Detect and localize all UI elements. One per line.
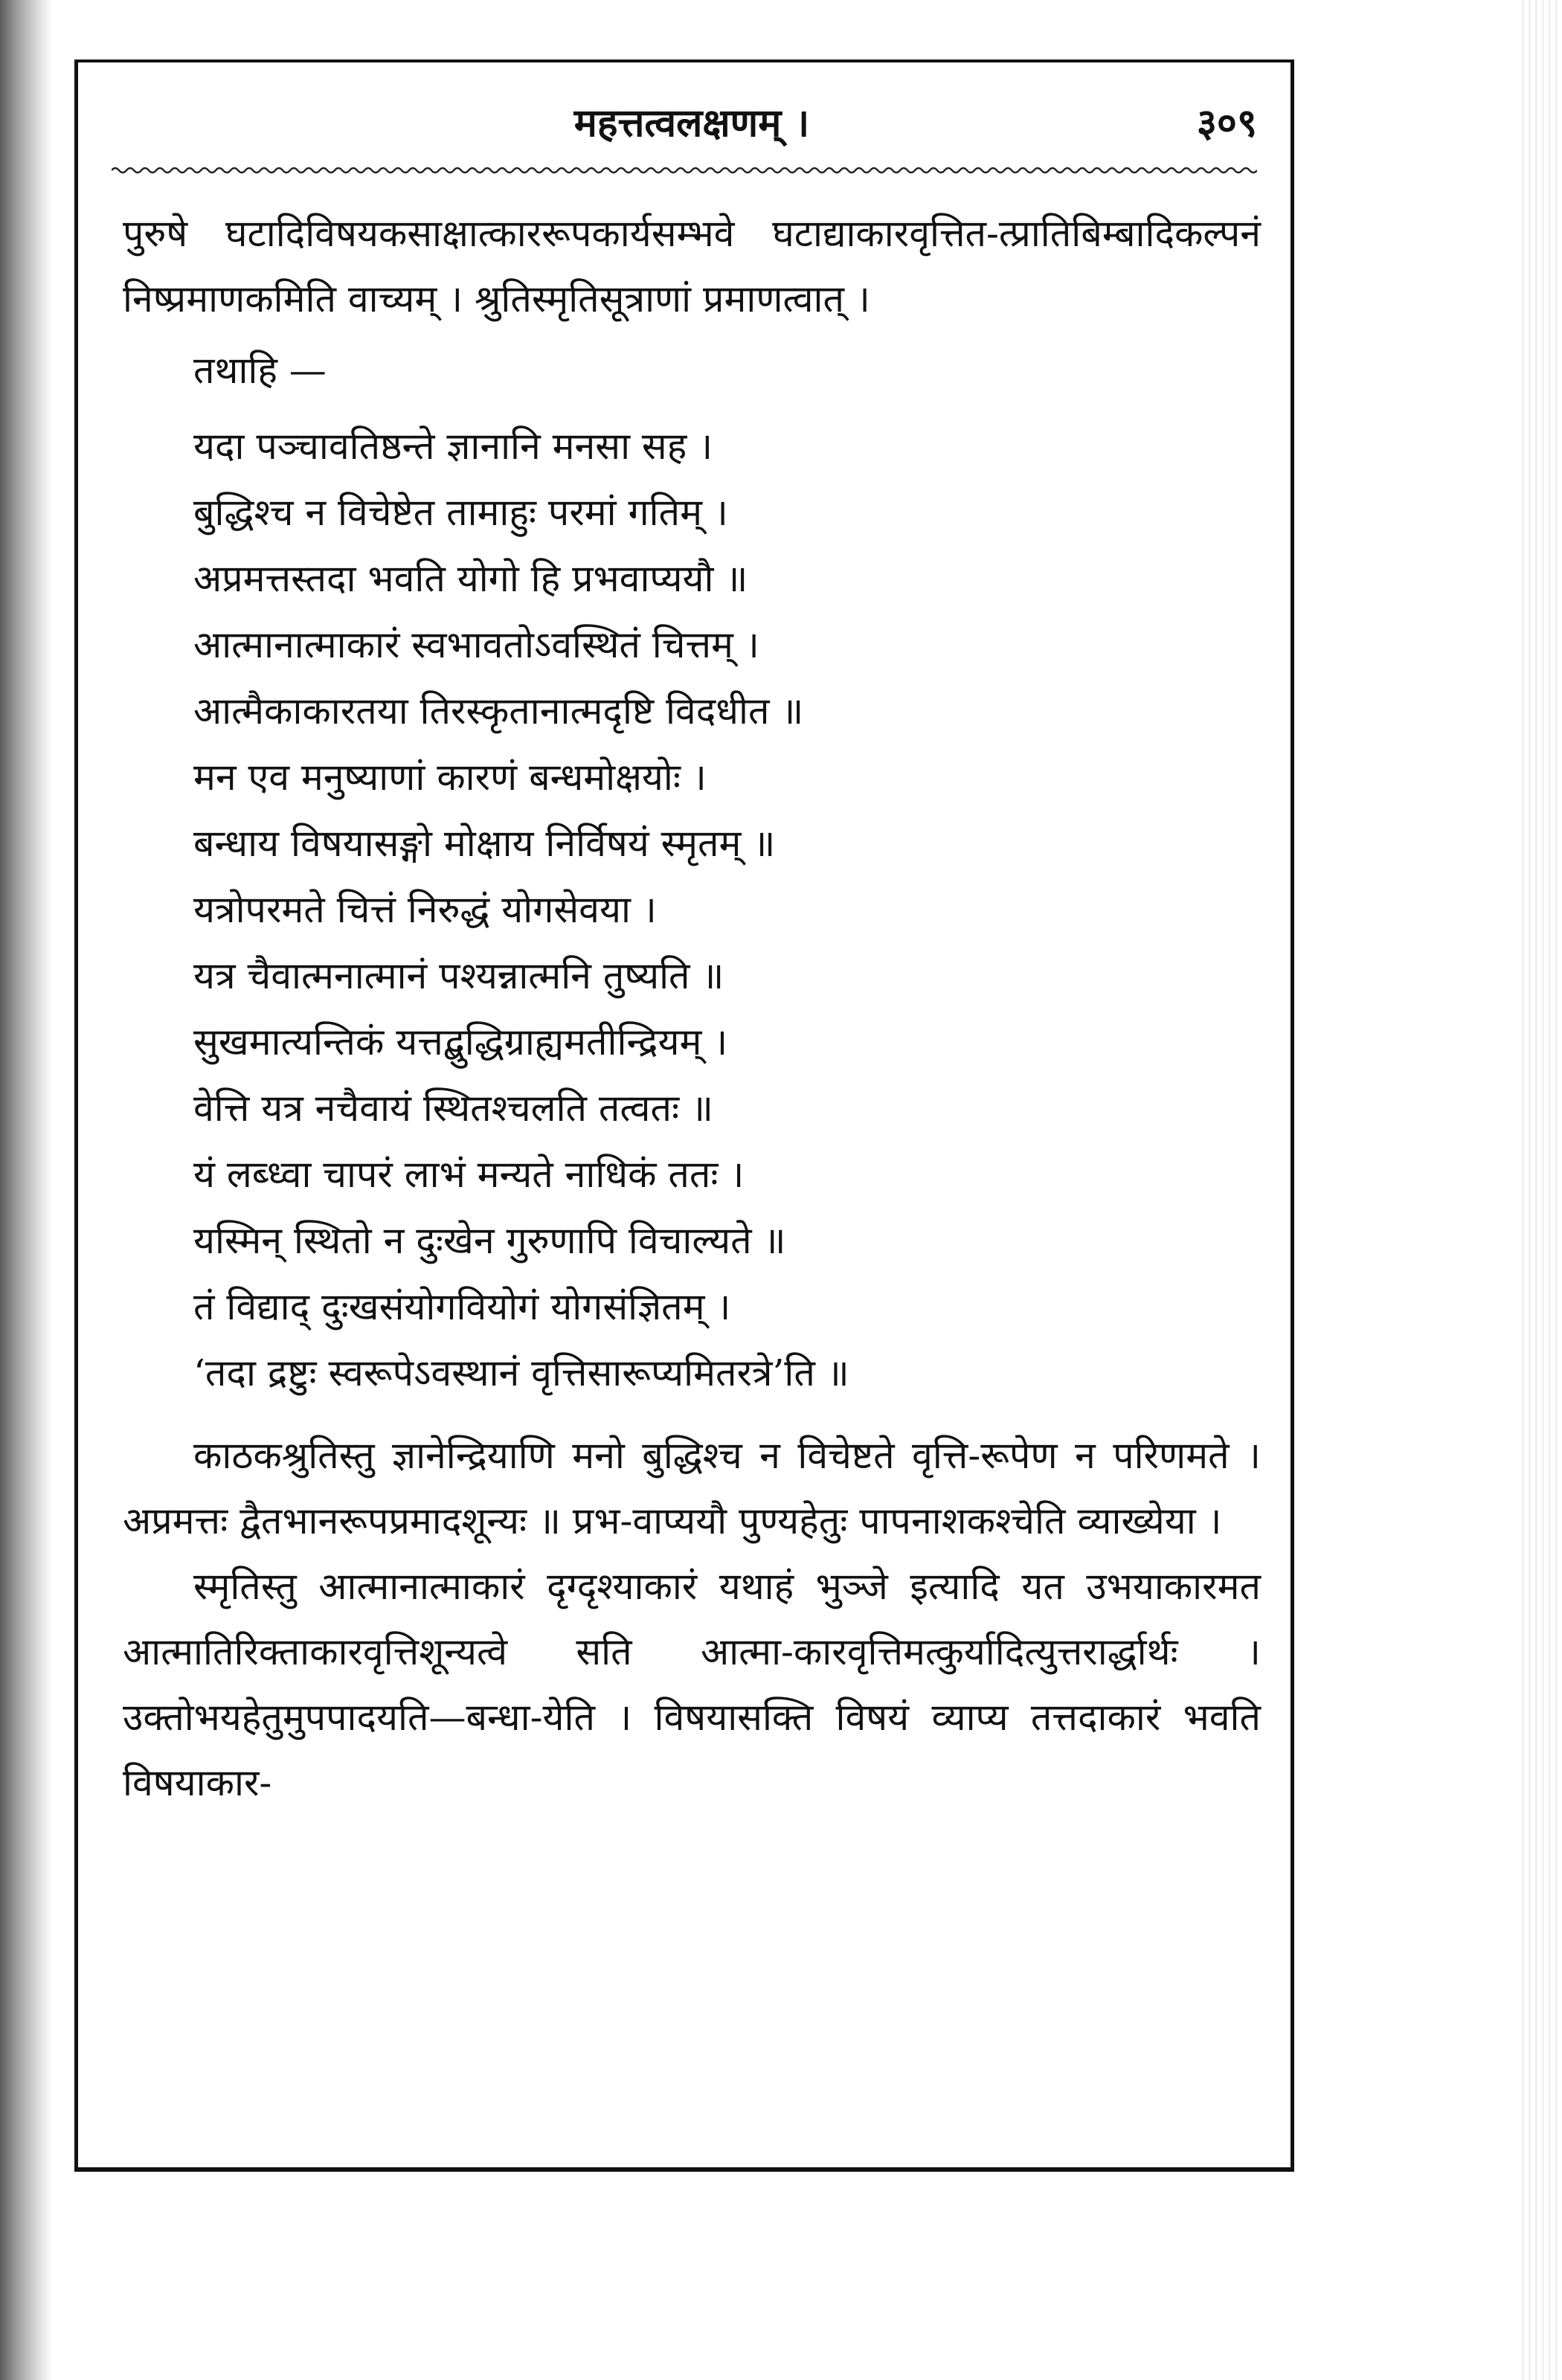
verse-line: मन एव मनुष्याणां कारणं बन्धमोक्षयोः । [193, 756, 707, 799]
verse-line: ‘तदा द्रष्टुः स्वरूपेऽवस्थानं वृत्तिसारूप्यमितरत्रे’ति ॥ [193, 1351, 849, 1395]
commentary-paragraph: स्मृतिस्तु आत्मानात्माकारं दृग्दृश्याकारं यथाहं भुञ्जे इत्यादि यत उभयाकारमत आत्मातिरिक्ताकारवृत्तिशून्यत्वे सति आत्मा-कारवृत्तिमत्कुर्यादित्युत्तरार्द्धार्थः । उक्तोभयहेतुमुपपादयति—बन्धा-येति । विषयासक्ति विषयं व्याप्य तत्तदाकारं भवति विषयाकार- [123, 1565, 1261, 1804]
header-title: महत्तत्वलक्षणम् । [573, 100, 810, 146]
verse-line: आत्मानात्माकारं स्वभावतोऽवस्थितं चित्तम् । [193, 623, 759, 666]
verse-line: यत्रोपरमते चित्तं निरुद्धं योगसेवया । [193, 888, 657, 931]
commentary-paragraph: काठकश्रुतिस्तु ज्ञानेन्द्रियाणि मनो बुद्धिश्च न विचेष्टते वृत्ति-रूपेण न परिणमते । अप्रमत्तः द्वैतभानरूपप्रमादशून्यः ॥ प्रभ-वाप्ययौ पुण्यहेतुः पापनाशकश्चेति व्याख्येया । [123, 1434, 1261, 1543]
verse-line: बन्धाय विषयासङ्गो मोक्षाय निर्विषयं स्मृतम् ॥ [193, 822, 776, 865]
verse-line: यस्मिन् स्थितो न दुःखेन गुरुणापि विचाल्यते ॥ [193, 1219, 786, 1262]
text-body [123, 201, 1261, 1815]
page-edge-lines [1517, 0, 1562, 2380]
verse-line: वेत्ति यत्र नचैवायं स्थितश्चलति तत्वतः ॥ [193, 1087, 713, 1130]
wavy-rule-divider [112, 165, 1257, 176]
verse-line: बुद्धिश्च न विचेष्टेत तामाहुः परमां गतिम् । [193, 491, 728, 534]
book-binding-shadow [0, 0, 52, 2380]
verse-line: अप्रमत्तस्तदा भवति योगो हि प्रभवाप्ययौ ॥ [193, 557, 748, 600]
verse-line: यं लब्ध्वा चापरं लाभं मन्यते नाधिकं ततः । [193, 1153, 745, 1196]
verse-block [193, 414, 1261, 1406]
intro-line: तथाहि — [193, 349, 327, 392]
page-number: ३०९ [1196, 100, 1257, 146]
verse-line: यदा पञ्चावतिष्ठन्ते ज्ञानानि मनसा सह । [193, 425, 713, 468]
verse-line: यत्र चैवात्मनात्मानं पश्यन्नात्मनि तुष्यति ॥ [193, 954, 724, 997]
verse-line: तं विद्याद् दुःखसंयोगवियोगं योगसंज्ञितम् । [193, 1285, 731, 1328]
opening-paragraph: पुरुषे घटादिविषयकसाक्षात्काररूपकार्यसम्भवे घटाद्याकारवृत्तित-त्प्रातिबिम्बादिकल्पनं निष्प्रमाणकमिति वाच्यम् । श्रुतिस्मृतिसूत्राणां प्रमाणत्वात् । [123, 212, 1261, 321]
verse-line: आत्मैकाकारतया तिरस्कृतानात्मदृष्टि विदधीत ॥ [193, 689, 804, 733]
verse-line: सुखमात्यन्तिकं यत्तद्बुद्धिग्राह्यमतीन्द्रियम् । [193, 1020, 728, 1064]
running-header [112, 89, 1272, 149]
